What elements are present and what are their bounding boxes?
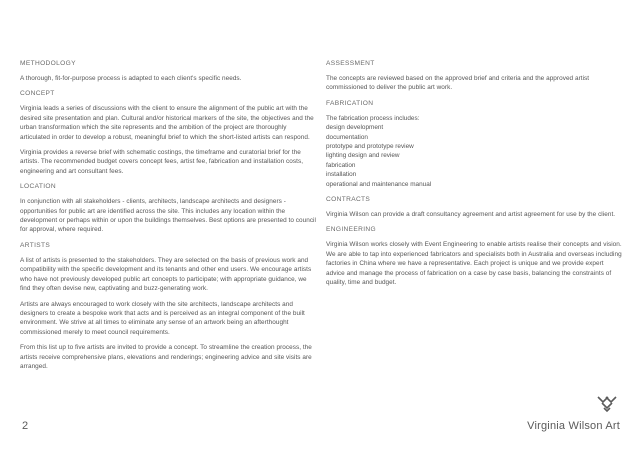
list-item: lighting design and review xyxy=(326,152,400,160)
fabrication-list xyxy=(326,114,622,189)
contracts-heading: CONTRACTS xyxy=(326,196,371,204)
location-text: In conjunction with all stakeholders - clients, architects, landscape architects and designers - opportunities for public art are identified across the site. This includes any location within the development or perhaps within or upon the buildings themselves. Best options are presented to council for approval, where required. xyxy=(20,198,316,234)
list-item: design development xyxy=(326,124,384,132)
assessment-heading: ASSESSMENT xyxy=(326,60,375,67)
right-column xyxy=(326,59,622,294)
concept-paragraph-2: Virginia provides a reverse brief with schematic costings, the timeframe and curatorial brief for the artists. The recommended budget covers concept fees, artist fee, fabrication and installation costs, engineering and art consultant fees. xyxy=(20,149,304,175)
artists-paragraph-1: A list of artists is presented to the stakeholders. They are selected on the basis of previous work and compatibility with the specific development and its tenants and other end users. We encourage artists who have not previously developed public art concepts to participate; with appropriate guidance, we find they often devise new, captivating and buzz-generating work. xyxy=(20,256,312,293)
methodology-text: A thorough, fit-for-purpose process is adapted to each client's specific needs. xyxy=(20,75,242,82)
page-number: 2 xyxy=(22,420,29,432)
left-column xyxy=(20,59,316,377)
concept-heading: CONCEPT xyxy=(20,90,55,98)
list-item: installation xyxy=(326,171,357,179)
artists-heading: ARTISTS xyxy=(20,241,51,249)
concept-paragraph-1: Virginia leads a series of discussions with the client to ensure the alignment of the public art with the desired site presentation and plan. Cultural and/or historical markers of the site, the objectives and the urban transformation which the site represents and the ambition of the project are thoroughly articulated in order to develop a robust, meaningful brief to which the short-listed artists can respond. xyxy=(20,105,314,141)
artists-paragraph-2: Artists are always encouraged to work closely with the site architects, landscape architects and designers to create a bespoke work that acts and is perceived as an integral component of the built environment. We strive at all times to eliminate any sense of an artwork being an afterthought commissioned merely to meet council requirements. xyxy=(20,300,305,336)
vwa-chevron-logo-icon xyxy=(595,395,619,415)
brand-name: Virginia Wilson Art xyxy=(527,420,620,432)
list-item: documentation xyxy=(326,133,368,141)
list-item: prototype and prototype review xyxy=(326,143,414,151)
assessment-text: The concepts are reviewed based on the approved brief and criteria and the approved artist commissioned to deliver the public art work. xyxy=(326,75,590,92)
fabrication-intro: The fabrication process includes: xyxy=(326,114,420,122)
list-item: operational and maintenance manual xyxy=(326,180,432,188)
contracts-text: Virginia Wilson can provide a draft consultancy agreement and artist agreement for use by the client. xyxy=(326,211,616,219)
engineering-text: Virginia Wilson works closely with Event Engineering to enable artists realise their concepts and vision. We are able to tap into experienced fabricators and specialists both in Australia and overseas including factories in China where we have a representative. Each project is unique and we provide expert advice and manage the process of fabrication on a case by case basis, balancing the constraints of quality, time and budget. xyxy=(326,241,622,287)
engineering-heading: ENGINEERING xyxy=(326,226,377,234)
artists-paragraph-3: From this list up to five artists are invited to provide a concept. To streamline the creation process, the artists receive comprehensive plans, elevations and renderings; engineering advice and site visits are arranged. xyxy=(20,344,312,370)
list-item: fabrication xyxy=(326,161,356,169)
fabrication-heading: FABRICATION xyxy=(326,99,374,107)
location-heading: LOCATION xyxy=(20,183,57,191)
methodology-heading: METHODOLOGY xyxy=(20,60,76,67)
